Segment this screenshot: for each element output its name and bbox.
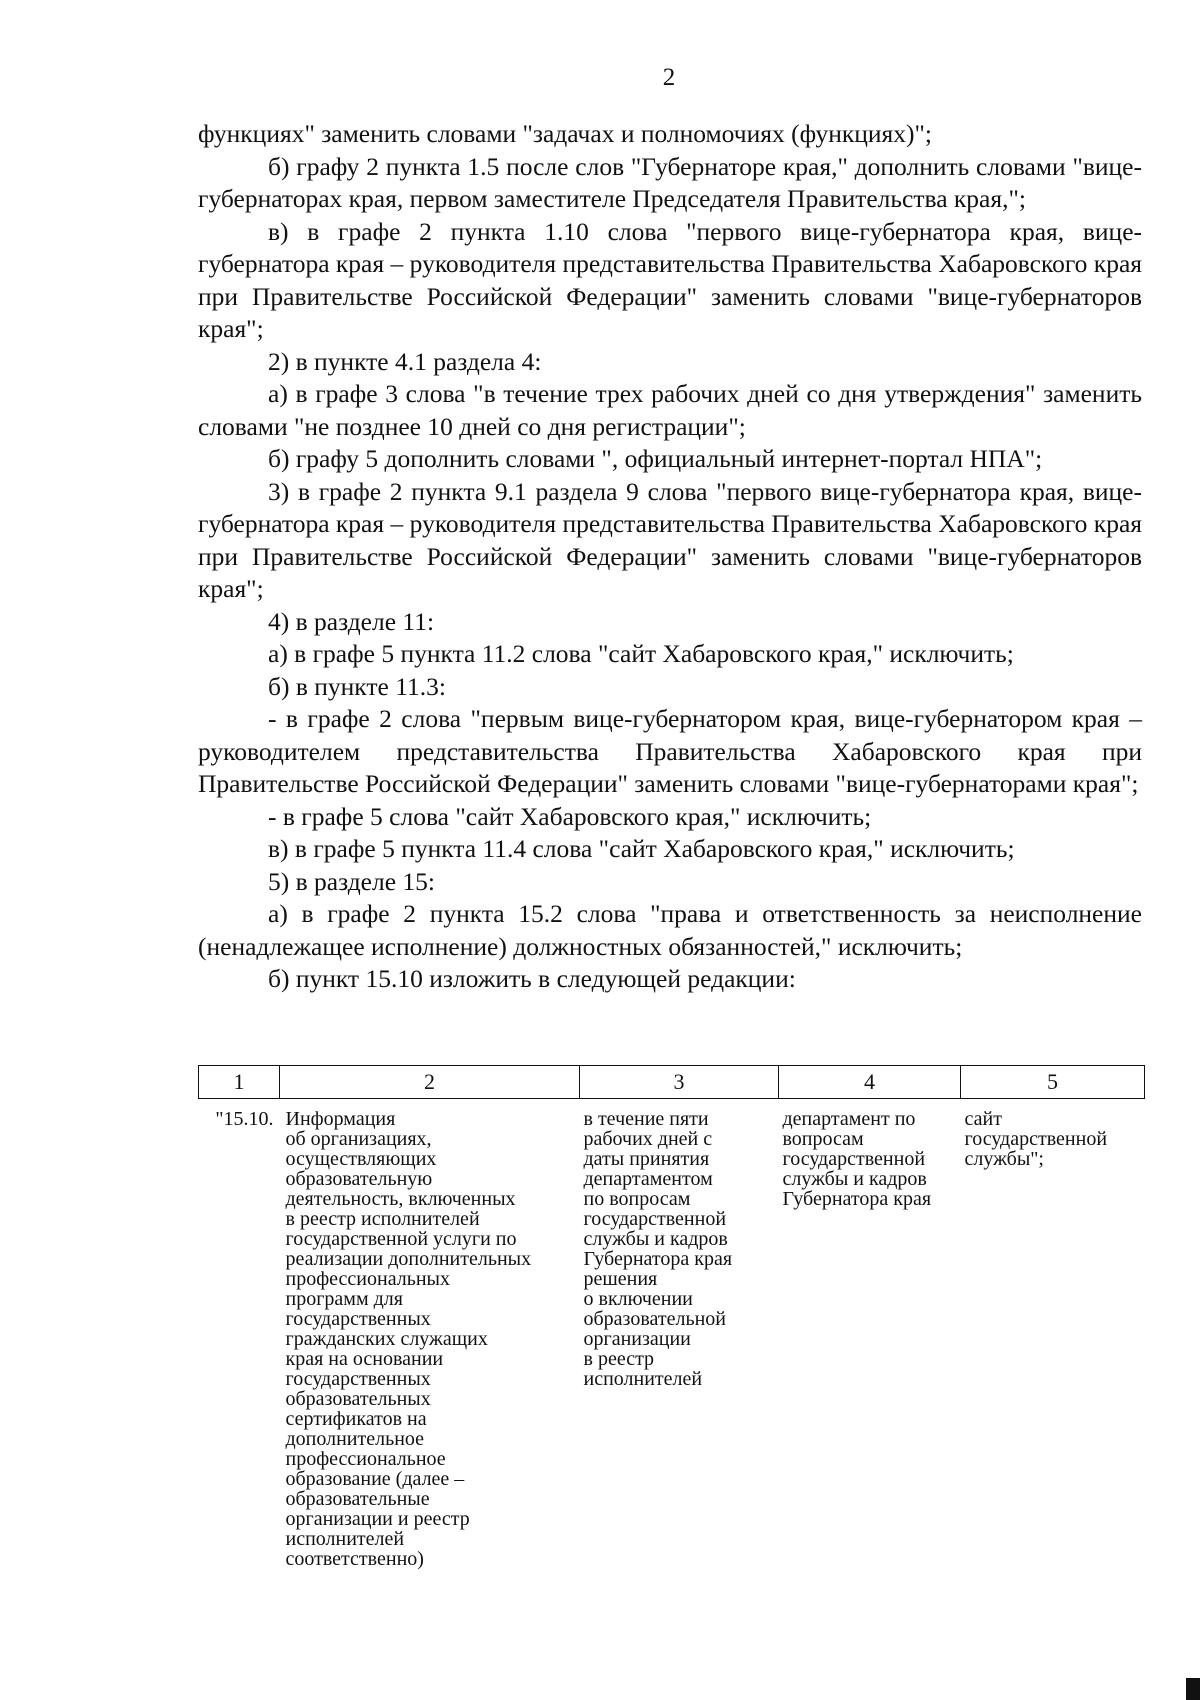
publication-place-cell: сайт государственной службы"; <box>964 1108 1108 1170</box>
scan-corner-mark <box>1186 1678 1200 1700</box>
paragraph: б) графу 2 пункта 1.5 после слов "Губернаторе края," дополнить словами "вице-губернаторах края, первом заместителе Председателя Правительства края,"; <box>198 151 1142 213</box>
amendment-table <box>198 1065 1145 1569</box>
document-body <box>198 118 1142 996</box>
paragraph: в) в графе 5 пункта 11.4 слова "сайт Хабаровского края," исключить; <box>268 834 1015 863</box>
paragraph: в) в графе 2 пункта 1.10 слова "первого вице-губернатора края, вице-губернатора края – руководителя представительства Правительства Хабаровского края при Правительстве Российской Федерации" заменить словами "вице-губернаторов края"; <box>198 216 1142 343</box>
paragraph: б) графу 5 дополнить словами ", официальный интернет-портал НПА"; <box>268 444 1043 473</box>
paragraph: а) в графе 2 пункта 15.2 слова "права и ответственность за неисполнение (ненадлежащее исполнение) должностных обязанностей," исключить; <box>198 899 1142 961</box>
page-number: 2 <box>662 64 676 91</box>
paragraph: а) в графе 3 слова "в течение трех рабочих дней со дня утверждения" заменить словами "не позднее 10 дней со дня регистрации"; <box>198 379 1142 441</box>
paragraph: функциях" заменить словами "задачах и полномочиях (функциях)"; <box>198 119 933 148</box>
paragraph: 3) в графе 2 пункта 9.1 раздела 9 слова "первого вице-губернатора края, вице-губернатора края – руководителя представительства Правительства Хабаровского края при Правительстве Российской Федерации" заменить словами "вице-губернаторов края"; <box>198 476 1142 603</box>
column-header: 4 <box>779 1066 961 1099</box>
column-header: 5 <box>961 1066 1145 1099</box>
table-row <box>199 1099 1145 1570</box>
term-cell: в течение пяти рабочих дней с даты принятия департаментом по вопросам государственной службы и кадров Губернатора края решения о включении образовательной организации в реестр исполнителей <box>583 1108 733 1390</box>
item-number-cell: "15.10. <box>215 1108 274 1130</box>
column-header: 2 <box>280 1066 580 1099</box>
paragraph: - в графе 5 слова "сайт Хабаровского края," исключить; <box>268 801 872 831</box>
column-header: 3 <box>580 1066 779 1099</box>
column-header: 1 <box>199 1066 280 1099</box>
paragraph: - в графе 2 слова "первым вице-губернатором края, вице-губернатором края – руководителем представительства Правительства Хабаровского края при Правительстве Российской Федерации" заменить словами "вице-губернаторами края"; <box>198 704 1142 798</box>
responsible-cell: департамент по вопросам государственной службы и кадров Губернатора края <box>782 1108 932 1210</box>
paragraph: 2) в пункте 4.1 раздела 4: <box>268 346 542 376</box>
paragraph: б) в пункте 11.3: <box>268 671 446 701</box>
paragraph: 4) в разделе 11: <box>268 606 435 636</box>
information-cell: Информация об организациях, осуществляющих образовательную деятельность, включенных в реестр исполнителей государственной услуги по реализации дополнительных профессиональных программ для государственных гражданских служащих края на основании государственных образовательных сертификатов на дополнительное профессиональное образование (далее – образовательные организации и реестр исполнителей соответственно) <box>285 1108 532 1570</box>
paragraph: 5) в разделе 15: <box>268 866 436 896</box>
paragraph: б) пункт 15.10 изложить в следующей редакции: <box>268 964 796 993</box>
paragraph: а) в графе 5 пункта 11.2 слова "сайт Хабаровского края," исключить; <box>268 639 1014 668</box>
table-header-row <box>199 1066 1145 1099</box>
